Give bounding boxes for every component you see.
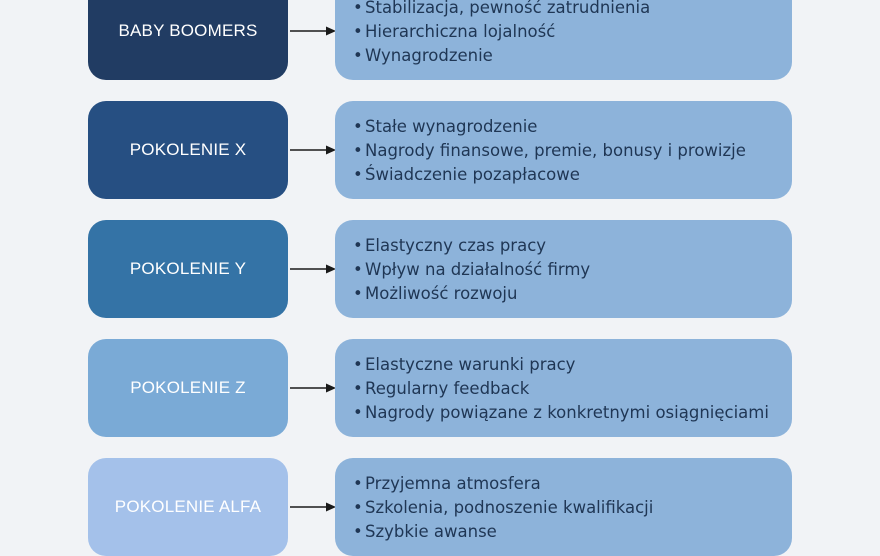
trait-item: [353, 139, 792, 163]
generation-label: POKOLENIE Z: [130, 378, 246, 397]
arrow-right-icon: [290, 379, 336, 397]
trait-item: [353, 115, 792, 139]
generation-box: [88, 339, 288, 437]
bullet-icon: •: [353, 284, 363, 303]
trait-item: [353, 520, 792, 544]
generation-label: POKOLENIE ALFA: [114, 497, 262, 516]
bullet-icon: •: [353, 0, 363, 17]
trait-text: Regularny feedback: [365, 379, 530, 398]
trait-text: Hierarchiczna lojalność: [365, 22, 556, 41]
generation-label: BABY BOOMERS: [118, 21, 258, 40]
trait-text: Elastyczny czas pracy: [365, 236, 547, 255]
bullet-icon: •: [353, 236, 363, 255]
trait-text: Wpływ na działalność firmy: [365, 260, 591, 279]
bullet-icon: •: [353, 498, 363, 517]
bullet-icon: •: [353, 46, 363, 65]
trait-item: [353, 163, 792, 187]
generation-row-pokolenie-x: [0, 101, 880, 199]
bullet-icon: •: [353, 22, 363, 41]
trait-text: Szybkie awanse: [365, 522, 497, 541]
trait-item: [353, 0, 792, 20]
traits-list: [353, 115, 792, 187]
generation-box: [88, 101, 288, 199]
bullet-icon: •: [353, 355, 363, 374]
trait-item: [353, 44, 792, 68]
trait-item: [353, 401, 792, 425]
traits-list: [353, 353, 792, 425]
trait-text: Możliwość rozwoju: [365, 284, 518, 303]
arrow-right-icon: [290, 141, 336, 159]
trait-text: Nagrody powiązane z konkretnymi osiągnięciami: [365, 403, 769, 422]
trait-item: [353, 496, 792, 520]
trait-text: Przyjemna atmosfera: [365, 474, 541, 493]
bullet-icon: •: [353, 403, 363, 422]
traits-box: [335, 458, 792, 556]
arrow-right-icon: [290, 260, 336, 278]
traits-box: [335, 0, 792, 80]
generation-box: [88, 220, 288, 318]
trait-item: [353, 258, 792, 282]
generation-row-pokolenie-alfa: [0, 458, 880, 556]
trait-item: [353, 20, 792, 44]
bullet-icon: •: [353, 141, 363, 160]
arrow-right-icon: [290, 22, 336, 40]
traits-box: [335, 220, 792, 318]
generation-label: POKOLENIE Y: [129, 259, 247, 278]
traits-list: [353, 0, 792, 68]
trait-item: [353, 377, 792, 401]
trait-item: [353, 282, 792, 306]
trait-text: Szkolenia, podnoszenie kwalifikacji: [365, 498, 654, 517]
arrow-right-icon: [290, 498, 336, 516]
traits-box: [335, 339, 792, 437]
trait-text: Stałe wynagrodzenie: [365, 117, 538, 136]
trait-item: [353, 472, 792, 496]
bullet-icon: •: [353, 260, 363, 279]
generation-row-baby-boomers: [0, 0, 880, 80]
trait-text: Stabilizacja, pewność zatrudnienia: [365, 0, 651, 17]
bullet-icon: •: [353, 379, 363, 398]
trait-text: Elastyczne warunki pracy: [365, 355, 576, 374]
trait-item: [353, 234, 792, 258]
traits-list: [353, 472, 792, 544]
generation-box: [88, 0, 288, 80]
traits-list: [353, 234, 792, 306]
bullet-icon: •: [353, 165, 363, 184]
trait-item: [353, 353, 792, 377]
bullet-icon: •: [353, 474, 363, 493]
generation-label: POKOLENIE X: [129, 140, 247, 159]
generation-row-pokolenie-y: [0, 220, 880, 318]
generation-row-pokolenie-z: [0, 339, 880, 437]
generation-box: [88, 458, 288, 556]
trait-text: Wynagrodzenie: [365, 46, 493, 65]
traits-box: [335, 101, 792, 199]
bullet-icon: •: [353, 117, 363, 136]
bullet-icon: •: [353, 522, 363, 541]
trait-text: Nagrody finansowe, premie, bonusy i prowizje: [365, 141, 746, 160]
trait-text: Świadczenie pozapłacowe: [365, 165, 580, 184]
